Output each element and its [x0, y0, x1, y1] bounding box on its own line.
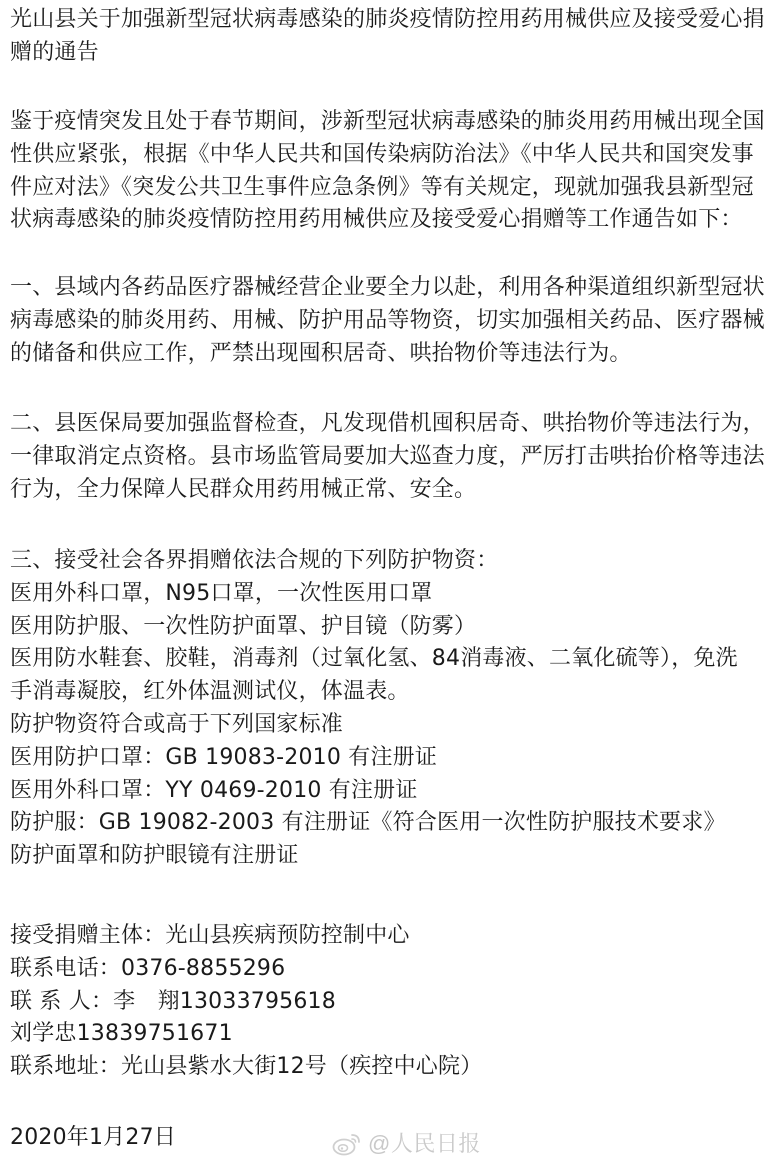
intro-line: 性供应紧张，根据《中华人民共和国传染病防治法》《中华人民共和国突发事 — [10, 141, 754, 167]
item-one-line: 病毒感染的肺炎用药、用械、防护用品等物资，切实加强相关药品、医疗器械 — [10, 307, 765, 333]
item-three-line: 医用防护服、一次性防护面罩、护目镜（防雾） — [10, 613, 477, 639]
contact-line: 联系地址：光山县紫水大街12号（疾控中心院） — [10, 1054, 483, 1080]
item-three-line: 三、接受社会各界捐赠依法合规的下列防护物资： — [10, 548, 499, 573]
weibo-logo-icon — [332, 1131, 362, 1157]
contact-line: 刘学忠13839751671 — [10, 1021, 233, 1047]
item-three-section — [10, 545, 768, 873]
item-three-line: 医用外科口罩，N95口罩，一次性医用口罩 — [10, 580, 433, 606]
intro-line: 状病毒感染的肺炎疫情防控用药用械供应及接受爱心捐赠等工作通告如下： — [10, 207, 743, 233]
weibo-watermark — [332, 1128, 481, 1160]
watermark-text: @人民日报 — [368, 1130, 481, 1156]
item-two-line: 二、县医保局要加强监督检查，凡发现借机囤积居奇、哄抬物价等违法行为， — [10, 411, 765, 436]
item-two-paragraph — [10, 408, 768, 506]
intro-line: 件应对法》《突发公共卫生事件应急条例》等有关规定，现就加强我县新型冠 — [10, 174, 754, 200]
contact-line: 接受捐赠主体：光山县疾病预防控制中心 — [10, 923, 410, 948]
contact-line: 联 系 人：李 翔13033795618 — [10, 988, 336, 1014]
contact-section — [10, 920, 768, 1084]
title-line: 光山县关于加强新型冠状病毒感染的肺炎疫情防控用药用械供应及接受爱心捐 — [10, 7, 765, 32]
item-three-line: 医用防护口罩：GB 19083-2010 有注册证 — [10, 744, 438, 770]
item-one-line: 的储备和供应工作，严禁出现囤积居奇、哄抬物价等违法行为。 — [10, 340, 632, 366]
contact-line: 联系电话：0376-8855296 — [10, 955, 286, 981]
item-three-line: 医用防水鞋套、胶鞋，消毒剂（过氧化氢、84消毒液、二氧化硫等），免洗 — [10, 646, 738, 672]
item-three-line: 手消毒凝胶，红外体温测试仪，体温表。 — [10, 679, 410, 705]
item-two-line: 一律取消定点资格。县市场监管局要加大巡查力度，严厉打击哄抬价格等违法 — [10, 443, 765, 469]
item-one-paragraph — [10, 272, 768, 370]
date-text: 2020年1月27日 — [10, 1125, 176, 1150]
item-three-line: 防护物资符合或高于下列国家标准 — [10, 711, 344, 737]
item-three-line: 医用外科口罩：YY 0469-2010 有注册证 — [10, 777, 418, 803]
title-line: 赠的通告 — [10, 39, 99, 65]
notice-title — [10, 4, 768, 70]
item-one-line: 一、县域内各药品医疗器械经营企业要全力以赴，利用各种渠道组织新型冠状 — [10, 275, 765, 300]
item-three-line: 防护面罩和防护眼镜有注册证 — [10, 843, 299, 869]
item-three-line: 防护服：GB 19082-2003 有注册证《符合医用一次性防护服技术要求》 — [10, 810, 726, 836]
intro-paragraph — [10, 106, 768, 237]
item-two-line: 行为，全力保障人民群众用药用械正常、安全。 — [10, 476, 477, 502]
intro-line: 鉴于疫情突发且处于春节期间，涉新型冠状病毒感染的肺炎用药用械出现全国 — [10, 109, 765, 134]
